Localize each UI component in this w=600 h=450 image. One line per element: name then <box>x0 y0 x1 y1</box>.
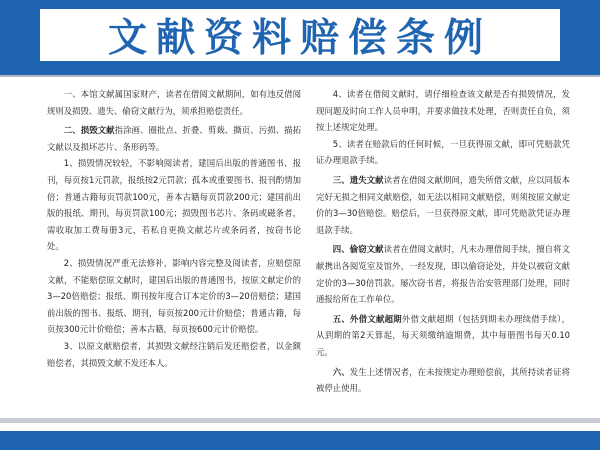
clause-2-item-4: 4、读者在借阅文献时，请仔细检查该文献是否有损毁情况，发现问题及时向工作人员申明，并要求做技术处理，否则责任自负，须按上述规定处理。 <box>316 89 570 133</box>
clause-6-text: 发生上述情况者，在未按规定办理赔偿前，其所持读者证将被停止使用。 <box>316 366 571 394</box>
page-title: 文献资料赔偿条例 <box>107 15 492 61</box>
clause-4-heading: 四、偷窃文献 <box>332 244 384 255</box>
clause-2 <box>47 122 301 155</box>
clause-3 <box>316 172 570 238</box>
clause-2-item-5: 5、读者在赔款后的任何时候，一旦获得原文献，即可凭赔款凭证办理退款手续。 <box>316 138 570 166</box>
footer-bar <box>0 431 600 450</box>
footer-stripe <box>0 418 600 423</box>
left-column <box>47 86 301 371</box>
clause-2-heading: 二、损毁文献 <box>63 125 115 136</box>
clause-2-item-2: 2、损毁情况严重无法修补，影响内容完整及阅读者，应赔偿原文献，不能赔偿原文献时，建国后出版的普通图书，按原文献定价的3—20倍赔偿；报纸、期刊按年度合订本定价的3—20倍赔偿；建国前出版的图书、报纸、期刊，每页按200元计价赔偿；普通古籍，每页按300元计价赔偿；善本古籍，每页按600元计价赔偿。 <box>47 257 301 335</box>
right-column <box>316 86 570 397</box>
clause-5-heading: 五、外借文献超期 <box>332 313 402 324</box>
clause-1: 一、本馆文献属国家财产，读者在借阅文献期间，如有违反借阅规则及损毁、遗失、偷窃文献行为，须承担赔偿责任。 <box>47 89 301 116</box>
clause-5 <box>316 311 570 361</box>
clause-3-heading: 三、遗失文献 <box>332 174 384 185</box>
header-banner <box>0 0 600 72</box>
regulations-body <box>0 86 600 418</box>
header-divider-shadow <box>0 75 600 77</box>
clause-2-item-1: 1、损毁情况较轻，不影响阅读者，建国后出版的普通图书、报刊，每页按1元罚款，报纸按2元罚款；孤本或重要图书、报刊酌情加倍；普通古籍每页罚款100元，善本古籍每页罚款200元；建国前出版的报纸、期刊，每页罚款100元；损毁图书芯片、条码或磁条者，需收取加工费每册3元，若私自更换文献芯片或条码者，按窃书论处。 <box>47 158 301 252</box>
clause-6-heading: 六、 <box>332 366 350 377</box>
clause-2-item-3: 3、以原文献赔偿者，其损毁文献经注销后发还赔偿者，以金额赔偿者，其损毁文献不发还本人。 <box>47 340 301 368</box>
clause-4 <box>316 241 570 307</box>
clause-6 <box>316 364 570 397</box>
clause-5-text: 外借文献超期（包括到期未办理续借手续），从到期的第2天算起，每天须缴纳逾期费，其中每册图书每天0.10元。 <box>316 313 570 357</box>
title-plaque <box>40 9 560 61</box>
clause-3-text: 读者在借阅文献期间，遗失所借文献，应以同版本完好无损之相同文献赔偿，如无法以相同文献赔偿，则须按原文献定价的3—30倍赔偿。赔偿后，一旦获得原文献，即可凭赔款凭证办理退款手续。 <box>316 174 571 235</box>
clause-2-text: 指涂画、圈批点、折叠、剪裁、撕页、污损、描拓文献以及损坏芯片、条形码等。 <box>47 125 302 152</box>
clause-4-text: 读者在借阅文献时，凡未办理借阅手续，擅自将文献携出各阅览室及馆外，一经发现，即以偷窃论处，并处以被窃文献定价的3—30倍罚款。屡次窃书者，将报告治安管理部门处理，同时通报给所在工作单位。 <box>316 244 571 305</box>
